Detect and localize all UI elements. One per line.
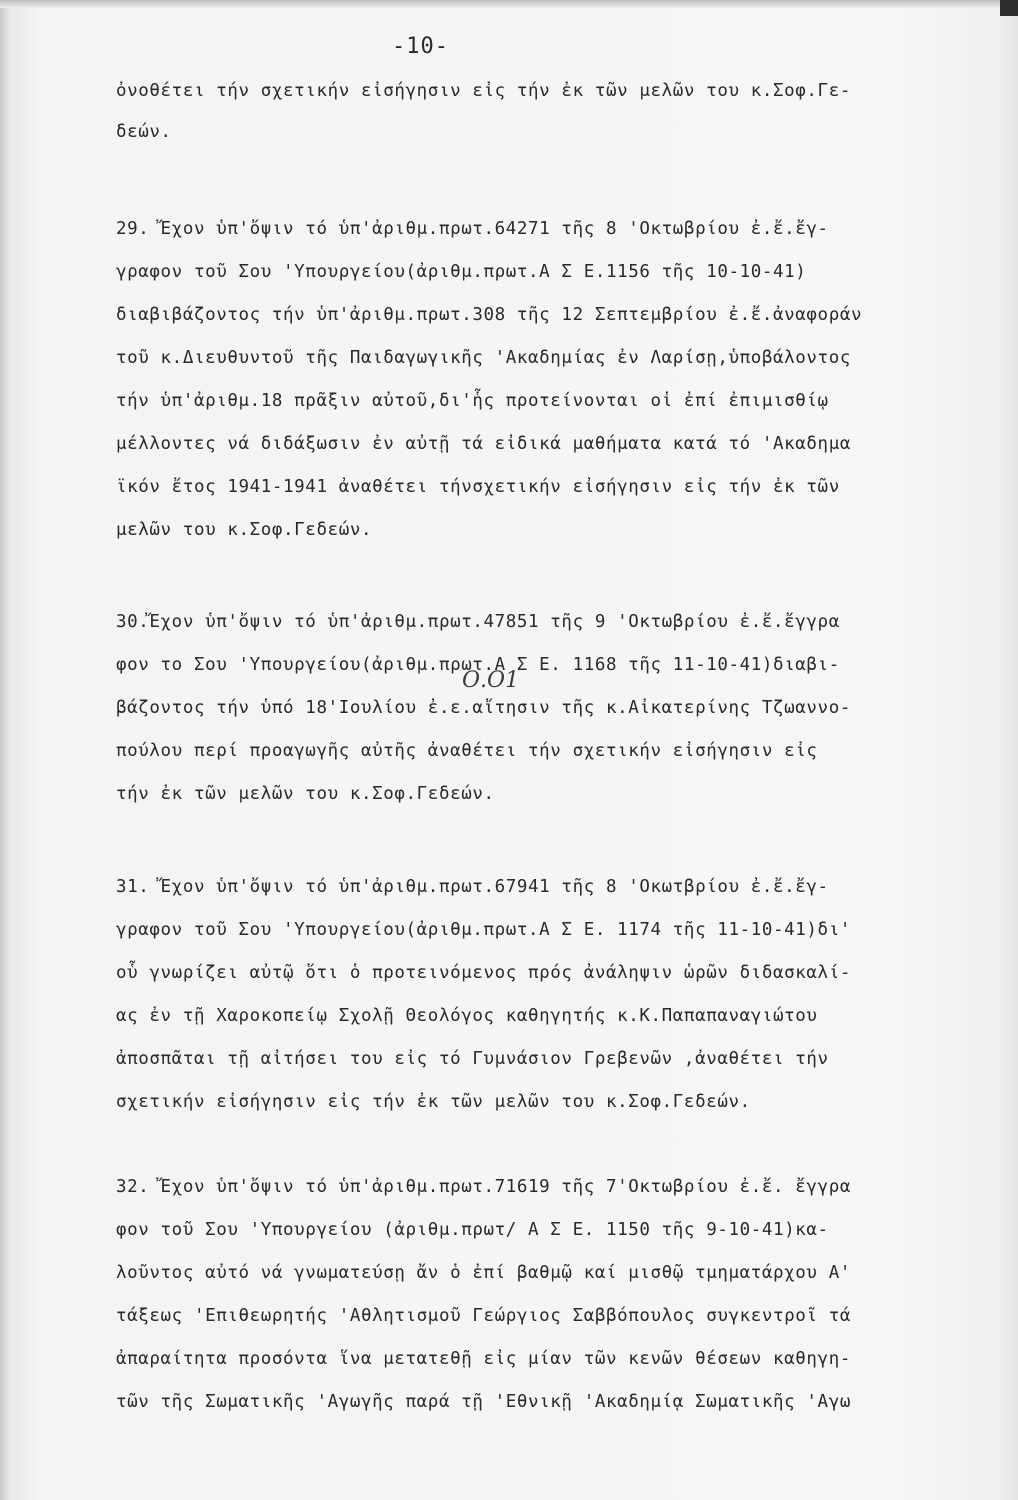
page-number: -10- xyxy=(392,34,449,59)
text-line: τήν ἐκ τῶν μελῶν του κ.Σοφ.Γεδεών. xyxy=(116,784,495,804)
text-line: τοῦ κ.Διευθυντοῦ τῆς Παιδαγωγικῆς 'Ακαδημίας ἐν Λαρίσῃ,ὑποβάλοντος xyxy=(116,348,851,368)
handwritten-note: Ο.Ο1 xyxy=(462,668,520,693)
text-line: φον το Σου 'Υπουργείου(ἀριθμ.πρωτ.Α Σ Ε. 1168 τῆς 11-10-41)διαβι- xyxy=(116,655,840,675)
text-line: ἀπαραίτητα προσόντα ἵνα μετατεθῇ εἰς μίαν τῶν κενῶν θέσεων καθηγη- xyxy=(116,1349,851,1369)
text-line: μέλλοντες νά διδάξωσιν ἐν αὐτῇ τά εἰδικά μαθήματα κατά τό 'Ακαδημα xyxy=(116,434,851,454)
text-line: πούλου περί προαγωγῆς αὐτῆς ἀναθέτει τήν σχετικήν εἰσήγησιν εἰς xyxy=(116,741,818,761)
text-line: σχετικήν εἰσήγησιν εἰς τήν ἐκ τῶν μελῶν του κ.Σοφ.Γεδεών. xyxy=(116,1092,751,1112)
text-line: 32. Ἔχον ὑπ'ὄψιν τό ὑπ'ἀριθμ.πρωτ.71619 τῆς 7'Οκτωβρίου ἐ.ἔ. ἔγγρα xyxy=(116,1177,851,1197)
text-line: 29. Ἔχον ὑπ'ὄψιν τό ὑπ'ἀριθμ.πρωτ.64271 τῆς 8 'Οκτωβρίου ἐ.ἔ.ἔγ- xyxy=(116,219,829,239)
text-line: μελῶν του κ.Σοφ.Γεδεών. xyxy=(116,520,373,540)
text-line: τήν ὑπ'ἀριθμ.18 πρᾶξιν αὐτοῦ,δι'ἧς προτείνονται οἱ ἐπί ἐπιμισθίῳ xyxy=(116,391,829,411)
text-line: 31. Ἔχον ὑπ'ὄψιν τό ὑπ'ἀριθμ.πρωτ.67941 τῆς 8 'Οκωτβρίου ἐ.ἔ.ἔγ- xyxy=(116,877,829,897)
text-line: φον τοῦ Σου 'Υπουργείου (ἀριθμ.πρωτ/ Α Σ Ε. 1150 τῆς 9-10-41)κα- xyxy=(116,1220,829,1240)
text-line: 30.Ἔχον ὑπ'ὄψιν τό ὑπ'ἀριθμ.πρωτ.47851 τῆς 9 'Οκτωβρίου ἐ.ἔ.ἔγγρα xyxy=(116,612,840,632)
text-line: βάζοντος τήν ὑπό 18'Ιουλίου ἐ.ε.αἴτησιν τῆς κ.Αἰκατερίνης Τζωαννο- xyxy=(116,698,851,718)
text-line: τῶν τῆς Σωματικῆς 'Αγωγῆς παρά τῇ 'Εθνικῇ 'Ακαδημίᾳ Σωματικῆς 'Αγω xyxy=(116,1392,851,1412)
text-line: ας ἐν τῇ Χαροκοπείῳ Σχολῇ Θεολόγος καθηγητής κ.Κ.Παπαπαναγιώτου xyxy=(116,1006,818,1026)
text-line: ὀνοθέτει τήν σχετικήν εἰσήγησιν εἰς τήν ἐκ τῶν μελῶν του κ.Σοφ.Γε- xyxy=(116,81,851,101)
page-top-edge xyxy=(0,0,1018,8)
text-line: διαβιβάζοντος τήν ὑπ'ἀριθμ.πρωτ.308 τῆς 12 Σεπτεμβρίου ἐ.ἔ.ἀναφοράν xyxy=(116,305,863,325)
text-line: γραφον τοῦ Σου 'Υπουργείου(ἀριθμ.πρωτ.Α Σ Ε. 1174 τῆς 11-10-41)δι' xyxy=(116,920,851,940)
text-line: γραφον τοῦ Σου 'Υπουργείου(ἀριθμ.πρωτ.Α Σ Ε.1156 τῆς 10-10-41) xyxy=(116,262,807,282)
text-line: ϊκόν ἔτος 1941-1941 ἀναθέτει τήνσχετικήν εἰσήγησιν εἰς τήν ἐκ τῶν xyxy=(116,477,840,497)
text-line: ἀποσπᾶται τῇ αἰτήσει του εἰς τό Γυμνάσιον Γρεβενῶν ,ἀναθέτει τήν xyxy=(116,1049,829,1069)
text-line: τάξεως 'Επιθεωρητής 'Αθλητισμοῦ Γεώργιος Σαββόπουλος συγκεντροῖ τά xyxy=(116,1306,851,1326)
text-line: δεών. xyxy=(116,122,172,142)
text-line: λοῦντος αὐτό νά γνωματεύσῃ ἄν ὁ ἐπί βαθμῷ καί μισθῷ τμηματάρχου Α' xyxy=(116,1263,851,1283)
corner-mark xyxy=(1000,0,1018,16)
text-line: οὗ γνωρίζει αὐτῷ ὅτι ὁ προτεινόμενος πρός ἀνάληψιν ὡρῶν διδασκαλί- xyxy=(116,963,851,983)
